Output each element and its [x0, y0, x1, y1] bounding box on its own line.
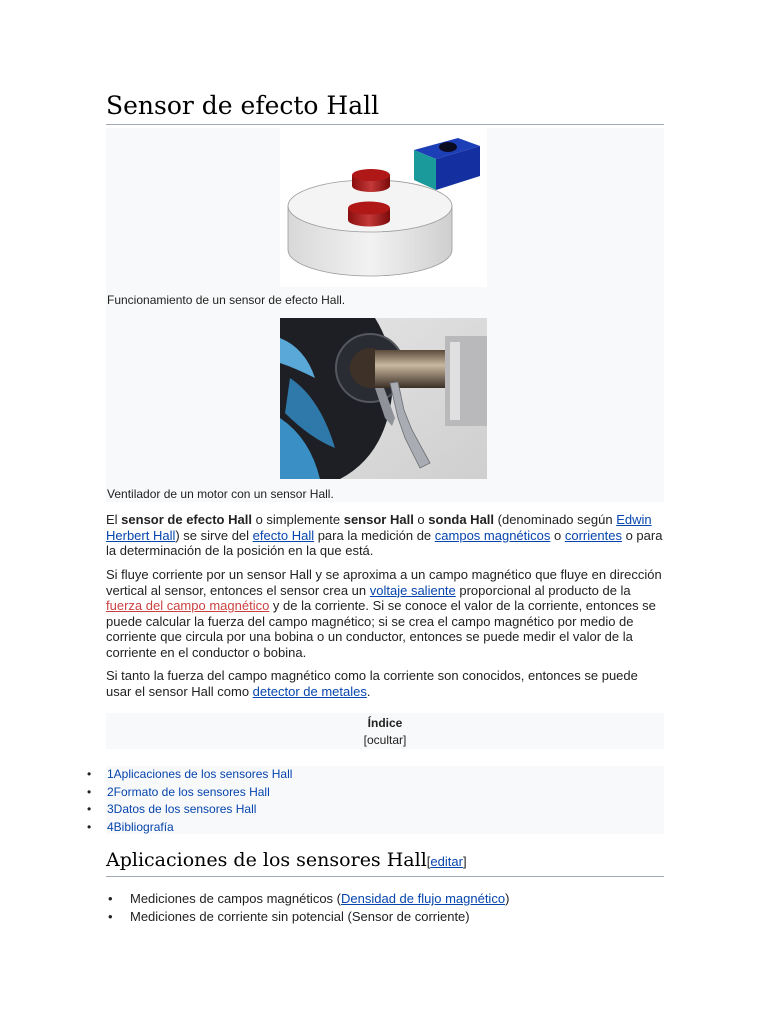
toc-title: Índice [367, 716, 403, 730]
text: o [550, 527, 565, 543]
toc-item-datos[interactable]: • 3Datos de los sensores Hall [106, 801, 664, 819]
toc-item-formato[interactable]: • 2Formato de los sensores Hall [106, 784, 664, 802]
text: Si fluye corriente por un sensor Hall y se aproxima a un campo magnético que fluye en dirección vertical al sensor, entonces el sensor crea un [106, 567, 662, 598]
section-heading [106, 846, 664, 877]
bracket: ] [462, 854, 467, 869]
text: El [106, 512, 122, 527]
figure-caption: Ventilador de un motor con un sensor Hall. [107, 487, 334, 501]
list-item [106, 890, 664, 908]
section-heading-text: Aplicaciones de los sensores Hall [106, 849, 427, 871]
toc-header [106, 713, 664, 749]
toc-item-aplicaciones[interactable]: • 1Aplicaciones de los sensores Hall [106, 766, 664, 784]
text: o simplemente [251, 512, 344, 527]
page-title: Sensor de efecto Hall [106, 88, 664, 125]
link-densidad-flujo-magnetico[interactable]: Densidad de flujo magnético [341, 891, 506, 906]
bold-term: sensor Hall [343, 512, 414, 527]
link-fuerza-campo-magnetico[interactable]: fuerza del campo magnético [106, 598, 270, 613]
text: o para la determinación de la posición en la que está. [106, 527, 663, 558]
body-paragraph [106, 668, 664, 699]
figure-caption: Funcionamiento de un sensor de efecto Hall. [107, 293, 346, 307]
text: Mediciones de campos magnéticos ( [130, 891, 341, 906]
hall-effect-diagram-image [280, 128, 487, 287]
toc-list [106, 766, 664, 834]
text: proporcional al producto de la [455, 582, 631, 598]
link-efecto-hall[interactable]: efecto Hall [252, 527, 315, 543]
edit-link[interactable]: editar [430, 854, 463, 869]
link-corrientes[interactable]: corrientes [564, 527, 622, 543]
edit-section [427, 854, 467, 869]
text: o [413, 512, 429, 527]
text: ) se sirve del [175, 527, 253, 543]
text: para la medición de [314, 527, 435, 543]
list-item: • Mediciones de corriente sin potencial (Sensor de corriente) [106, 908, 664, 926]
bracket: [ [426, 854, 431, 869]
link-detector-de-metales[interactable]: detector de metales [252, 683, 367, 699]
toc-toggle-link[interactable]: [ocultar] [363, 733, 407, 747]
toc-item-bibliografia[interactable]: • 4Bibliografía [106, 819, 664, 837]
text: (denominado según [494, 512, 617, 527]
motor-fan-photo-image [280, 318, 487, 479]
link-campos-magneticos[interactable]: campos magnéticos [434, 527, 551, 543]
intro-paragraph [106, 512, 664, 559]
text: . [366, 683, 371, 699]
figure-box [106, 128, 664, 502]
link-voltaje-saliente[interactable]: voltaje saliente [369, 582, 456, 598]
bold-term: sensor de efecto Hall [121, 512, 252, 527]
text: ) [505, 891, 510, 906]
bold-term: sonda Hall [428, 512, 495, 527]
text: Si tanto la fuerza del campo magnético como la corriente son conocidos, entonces se puede usar el sensor Hall como [106, 668, 638, 699]
text: y de la corriente. Si se conoce el valor de la corriente, entonces se puede calcular la fuerza del campo magnético; si se crea el campo magnético por medio de corriente que circula por una bobina o un conductor, entonces se puede medir el valor de la corriente en el conductor o bobina. [106, 598, 656, 660]
body-paragraph [106, 567, 664, 660]
link-edwin-herbert-hall[interactable]: Edwin Herbert Hall [106, 512, 652, 543]
applications-list [106, 890, 664, 926]
